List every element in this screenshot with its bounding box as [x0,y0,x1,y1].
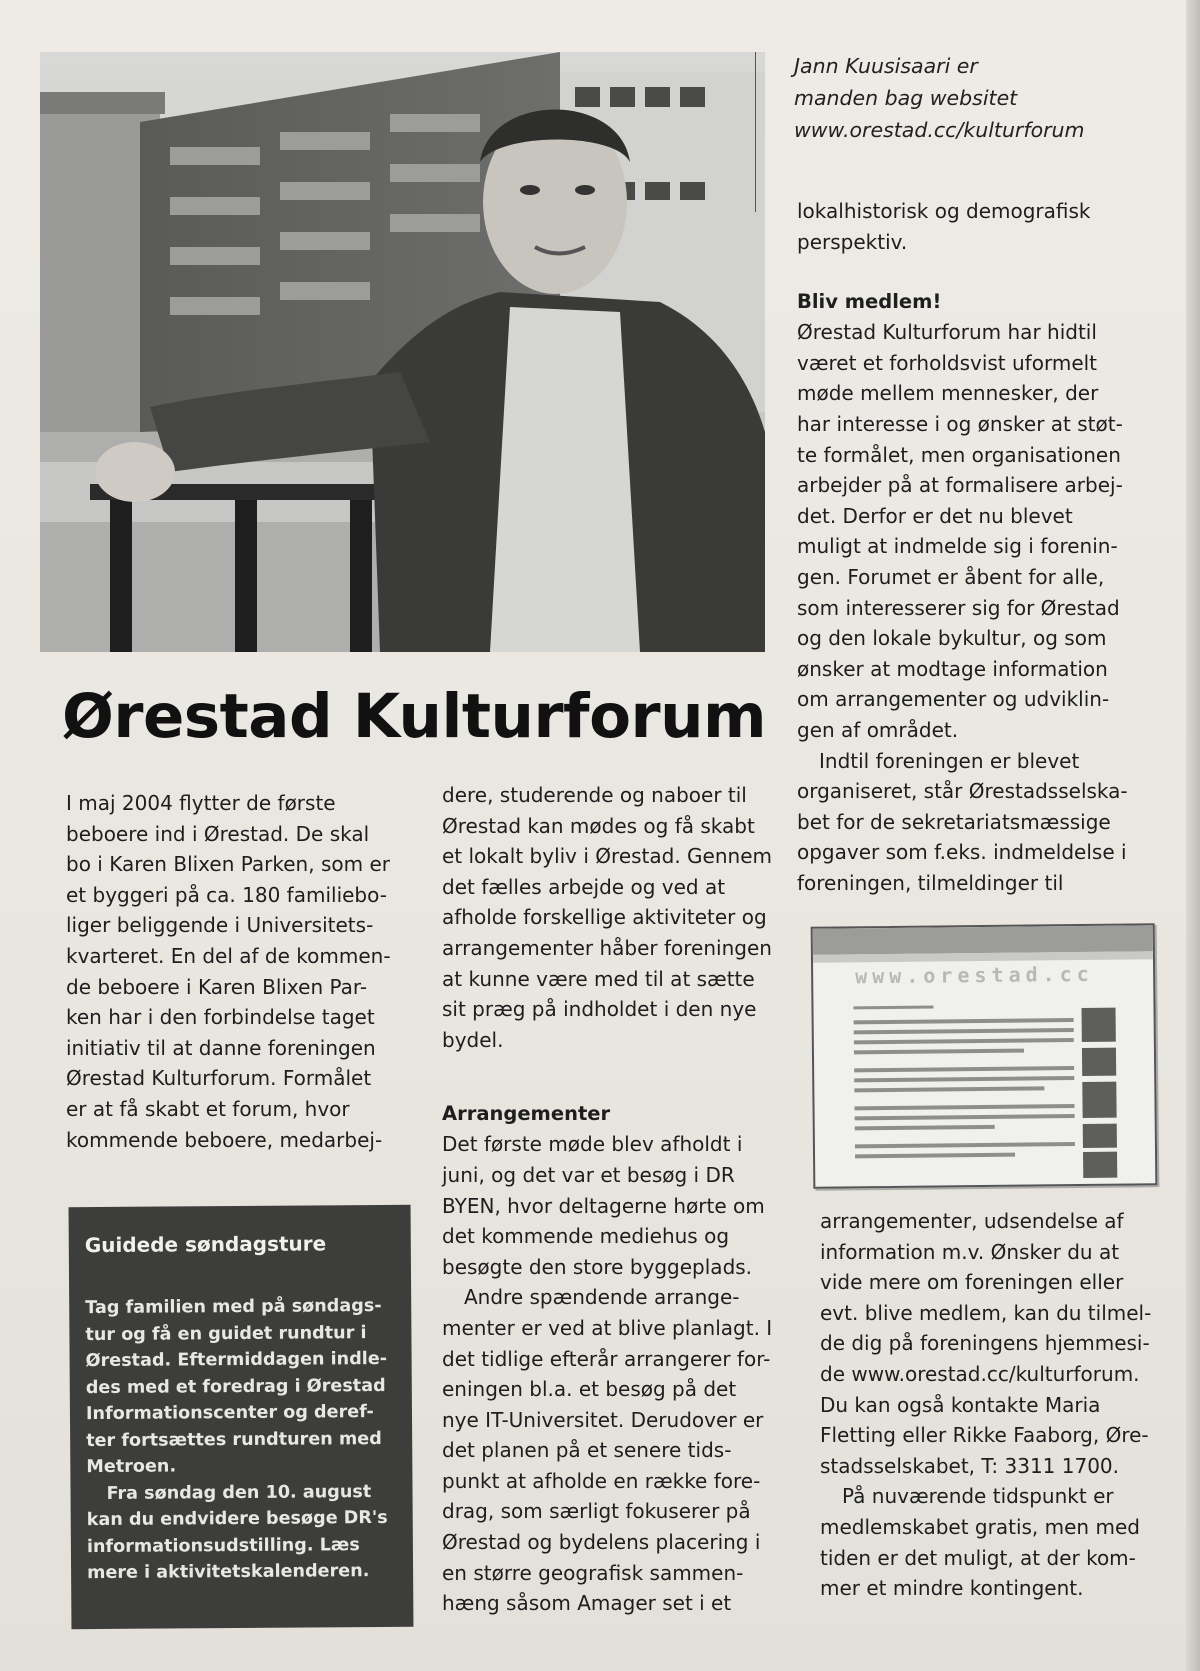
text-line: vide mere om foreningen eller [820,1270,1124,1295]
text-line: Fra søndag den 10. august [106,1481,372,1504]
text-line: dere, studerende og naboer til [442,783,747,807]
text-line: været et forholdsvist uformelt [797,350,1098,375]
page-spine [1186,0,1200,1671]
text-line: initiativ til at danne foreningen [66,1035,376,1060]
text-line: gen af området. [797,717,959,742]
text-line: juni, og det var et besøg i DR [442,1162,735,1187]
thumbnail-image [1083,1124,1117,1148]
text-line: Andre spændende arrange- [464,1285,740,1310]
text-line: Det første møde blev afholdt i [442,1132,743,1157]
text-line: beboere ind i Ørestad. De skal [66,821,370,846]
caption-line: Jann Kuusisaari er [794,54,978,78]
thumbnail-image [1082,1008,1116,1042]
paragraph [85,1293,406,1481]
text-line: liger beliggende i Universitets- [66,913,374,938]
paragraph [797,317,1157,745]
text-line: Metroen. [86,1456,177,1478]
text-line: medlemskabet gratis, men med [820,1514,1140,1539]
text-line: Ørestad Kulturforum har hidtil [797,320,1097,345]
text-line: Ørestad. Eftermiddagen indle- [85,1348,388,1372]
text-line [855,1125,995,1130]
text-line: evt. blive medlem, kan du tilmel- [820,1300,1152,1325]
text-line: mere i aktivitetskalenderen. [87,1561,370,1584]
text-line: de www.orestad.cc/kulturforum. [820,1361,1140,1386]
text-line: at kunne være med til at sætte [442,966,755,991]
text-line: stadsselskabet, T: 3311 1700. [820,1453,1120,1478]
text-line: og den lokale bykultur, og som [797,626,1107,651]
text-line: et byggeri på ca. 180 familiebo- [66,882,387,907]
text-line [854,1049,1024,1055]
website-screenshot [811,923,1158,1189]
text-line: det. Derfor er det nu blevet [797,503,1073,528]
text-line: er at få skabt et forum, hvor [66,1096,350,1121]
sidebar-box-body [85,1293,407,1587]
text-line: mer et mindre kontingent. [820,1576,1084,1601]
text-line: arrangementer håber foreningen [442,935,772,960]
text-line: arbejder på at formalisere arbej- [797,473,1123,498]
text-line: afholde forskellige aktiviteter og [442,905,767,930]
text-line [855,1153,1015,1159]
text-line: de beboere i Karen Blixen Par- [66,974,368,999]
text-line: møde mellem mennesker, der [797,381,1099,406]
thumbnail-image [1083,1152,1117,1178]
thumbnail-image [1082,1048,1116,1076]
text-line [855,1142,1075,1148]
text-line [854,1018,1074,1024]
text-line: det fælles arbejde og ved at [442,874,726,899]
paragraph [442,780,792,1055]
sidebar-box-title: Guidede søndagsture [84,1231,327,1258]
paragraph [820,1206,1170,1481]
text-line: Fletting eller Rikke Faaborg, Øre- [820,1423,1149,1448]
text-line: nye IT-Universitet. Derudover er [442,1407,764,1432]
text-line [854,1038,1074,1044]
text-line: Informationscenter og deref- [85,1402,374,1425]
text-line [854,1066,1074,1072]
paragraph [442,1129,792,1282]
paragraph [86,1478,407,1586]
text-line: Indtil foreningen er blevet [819,748,1080,773]
text-line: Ørestad Kulturforum. Formålet [66,1066,372,1091]
browser-toolbar [813,925,1153,955]
text-line: Du kan også kontakte Maria [820,1392,1101,1417]
portrait-photo [40,52,765,652]
text-line [854,1076,1074,1082]
section-heading-arrangementer: Arrangementer [442,1102,611,1126]
text-line: lokalhistorisk og demografisk [797,199,1091,223]
text-line [855,1104,1075,1110]
text-line: muligt at indmelde sig i forenin- [797,534,1118,559]
paragraph [442,1282,792,1619]
text-line: ønsker at modtage information [797,656,1108,681]
text-line: drag, som særligt fokuserer på [442,1499,751,1524]
thumbnail-image [1082,1082,1116,1118]
text-line: har interesse i og ønsker at støt- [797,411,1123,436]
text-line: om arrangementer og udviklin- [797,687,1110,712]
text-line: organiseret, står Ørestadsselska- [797,779,1128,804]
text-line: Ørestad kan mødes og få skabt [442,813,755,838]
text-line: tiden er det muligt, at der kom- [820,1545,1136,1570]
intro-paragraph [66,788,406,1155]
text-line: ter fortsættes rundturen med [86,1428,382,1451]
text-line: en større geografisk sammen- [442,1560,744,1585]
paragraph [797,746,1157,899]
text-line: gen. Forumet er åbent for alle, [797,564,1105,589]
text-line: ken har i den forbindelse taget [66,1005,375,1030]
paragraph [820,1481,1170,1603]
text-line [853,1006,933,1010]
text-line: I maj 2004 flytter de første [66,791,336,815]
text-line: bydel. [442,1027,504,1052]
text-line: det tidlige efterår arrangerer for- [442,1346,771,1371]
text-line: kommende beboere, medarbej- [66,1127,383,1152]
text-line: perspektiv. [797,229,908,254]
text-line: BYEN, hvor deltagerne hørte om [442,1193,765,1218]
text-line: menter er ved at blive planlagt. I [442,1315,773,1340]
text-line: sit præg på indholdet i den nye [442,997,757,1022]
column-rule [755,52,756,212]
text-line: de dig på foreningens hjemmesi- [820,1331,1150,1356]
text-line: besøgte den store byggeplads. [442,1254,753,1279]
text-line: foreningen, tilmeldinger til [797,870,1064,895]
text-line: kan du endvidere besøge DR's [86,1507,388,1531]
text-line: Tag familien med på søndags- [85,1296,382,1319]
photo-caption [794,50,1154,146]
sidebar-box-guided-tours [69,1205,414,1629]
text-line [854,1028,1074,1034]
text-line: tur og få en guidet rundtur i [85,1322,367,1345]
article-column-3-continued [820,1206,1170,1604]
article-column-1 [66,788,406,1155]
text-line: bet for de sekretariatsmæssige [797,809,1111,834]
text-line: det planen på et senere tids- [442,1438,732,1463]
text-line: et lokalt byliv i Ørestad. Gennem [442,844,772,869]
caption-line: manden bag websitet [794,86,1018,110]
article-column-2 [442,780,792,1619]
page-title: Ørestad Kulturforum [62,681,767,752]
text-line: informationsudstilling. Læs [86,1534,360,1557]
text-line: det kommende mediehus og [442,1224,730,1249]
text-line: kvarteret. En del af de kommen- [66,943,391,968]
text-line [855,1114,1075,1120]
text-line [854,1086,1044,1092]
article-column-3 [797,196,1157,898]
paragraph [797,196,1157,257]
text-line: Ørestad og bydelens placering i [442,1530,761,1555]
caption-url: www.orestad.cc/kulturforum [794,118,1085,142]
text-line: information m.v. Ønsker du at [820,1239,1120,1264]
text-line: punkt at afholde en række fore- [442,1468,761,1493]
screenshot-url: www.orestad.cc [855,961,1094,989]
text-line: te formålet, men organisationen [797,442,1121,467]
text-line: hæng såsom Amager set i et [442,1591,732,1616]
text-line: des med et foredrag i Ørestad [85,1375,386,1398]
text-line: som interesserer sig for Ørestad [797,595,1120,620]
text-line: På nuværende tidspunkt er [842,1484,1114,1509]
text-line: arrangementer, udsendelse af [820,1209,1124,1233]
section-heading-bliv-medlem: Bliv medlem! [797,290,942,314]
text-line: eningen bl.a. et besøg på det [442,1377,737,1402]
text-line: bo i Karen Blixen Parken, som er [66,852,390,877]
text-line: opgaver som f.eks. indmeldelse i [797,840,1127,865]
